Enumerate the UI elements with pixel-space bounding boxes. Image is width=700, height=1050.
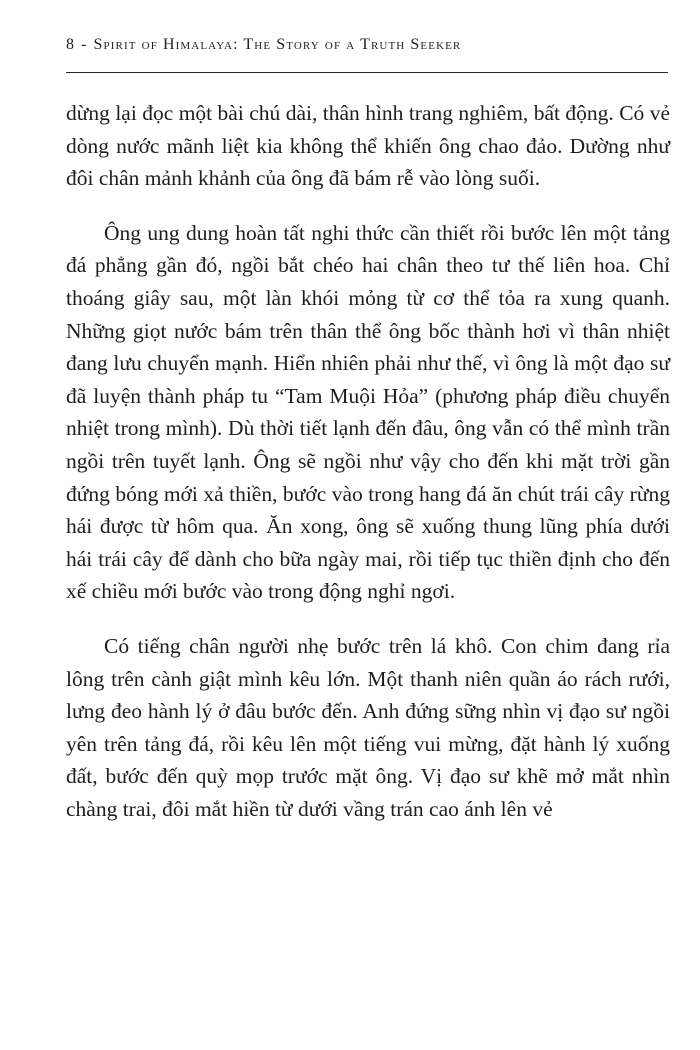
paragraph: Ông ung dung hoàn tất nghi thức cần thiết rồi bước lên một tảng đá phẳng gần đó, ngồi bắt chéo hai chân theo tư thế liên hoa. Chỉ thoáng giây sau, một làn khói mỏng từ cơ thể tỏa ra xung quanh. Những giọt nước bám trên thân thể ông bốc thành hơi vì thân nhiệt đang lưu chuyển mạnh. Hiển nhiên phải như thế, vì ông là một đạo sư đã luyện thành pháp tu “Tam Muội Hỏa” (phương pháp điều chuyển nhiệt trong mình). Dù thời tiết lạnh đến đâu, ông vẫn có thể mình trần ngồi trên tuyết lạnh. Ông sẽ ngồi như vậy cho đến khi mặt trời gần đứng bóng mới xả thiền, bước vào trong hang đá ăn chút trái cây rừng hái được từ hôm qua. Ăn xong, ông sẽ xuống thung lũng phía dưới hái trái cây để dành cho bữa ngày mai, rồi tiếp tục thiền định cho đến xế chiều mới bước vào trong động nghỉ ngơi. bbox=[66, 220, 670, 604]
paragraph-continuation: dừng lại đọc một bài chú dài, thân hình trang nghiêm, bất động. Có vẻ dòng nước mãnh liệt kia không thể khiến ông chao đảo. Dường như đôi chân mảnh khảnh của ông đã bám rễ vào lòng suối. bbox=[66, 101, 670, 191]
page-number: 8 bbox=[66, 36, 76, 53]
running-header bbox=[66, 36, 666, 54]
header-rule bbox=[66, 72, 668, 73]
header-separator: - bbox=[81, 36, 88, 53]
paragraph: Có tiếng chân người nhẹ bước trên lá khô. Con chim đang rỉa lông trên cành giật mình kêu lớn. Một thanh niên quần áo rách rưới, lưng đeo hành lý ở đâu bước đến. Anh đứng sững nhìn vị đạo sư ngồi yên trên tảng đá, rồi kêu lên một tiếng vui mừng, đặt hành lý xuống đất, bước đến quỳ mọp trước mặt ông. Vị đạo sư khẽ mở mắt nhìn chàng trai, đôi mắt hiền từ dưới vầng trán cao ánh lên vẻ bbox=[66, 633, 670, 821]
body-text bbox=[66, 97, 670, 847]
book-title: Spirit of Himalaya: The Story of a Truth Seeker bbox=[93, 36, 462, 53]
